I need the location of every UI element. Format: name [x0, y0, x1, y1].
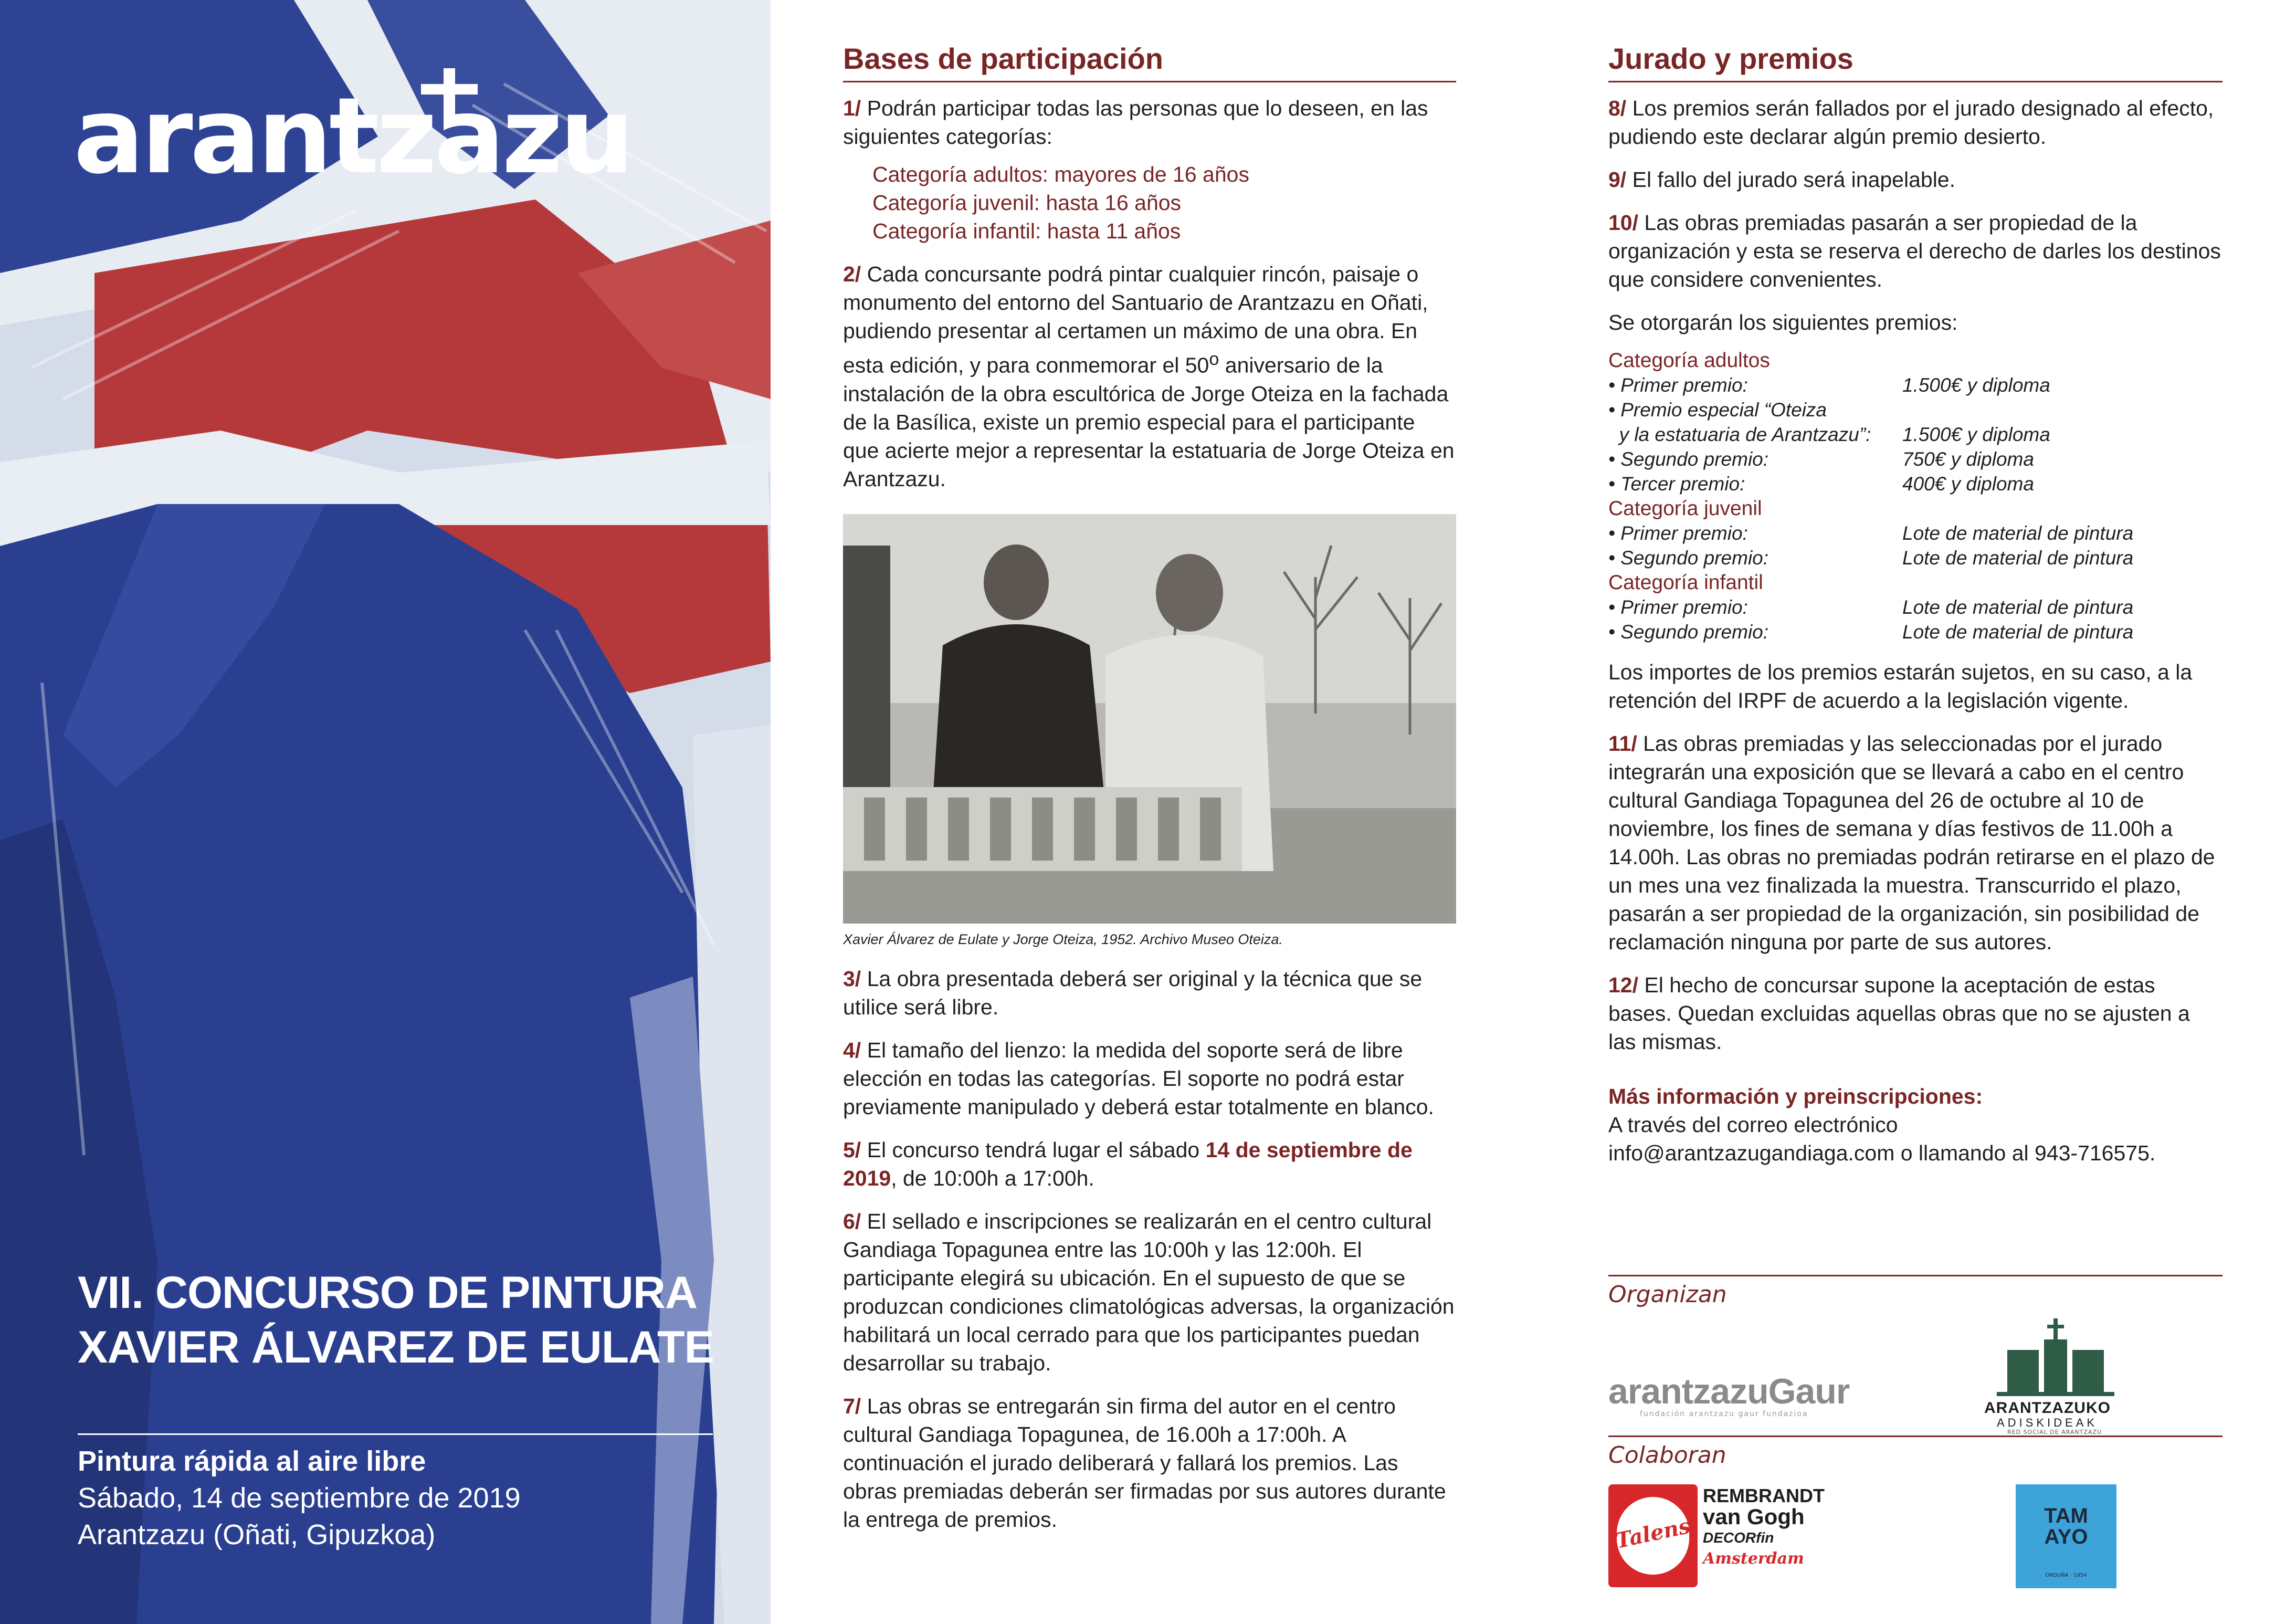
decorfin-text: DECORfin: [1703, 1529, 1774, 1546]
prize-label: • Segundo premio:: [1608, 547, 1769, 569]
prize-row: [1608, 397, 2223, 422]
rule-8: [1608, 94, 2223, 151]
rule-1: [843, 94, 1456, 151]
ordinal-superscript: o: [1209, 349, 1219, 369]
category-item: Categoría infantil: hasta 11 años: [872, 219, 1181, 243]
prize-row: [1608, 620, 2223, 644]
prize-label: • Premio especial “Oteiza: [1608, 399, 1827, 421]
prizes-intro: Se otorgarán los siguientes premios:: [1608, 310, 1958, 334]
vangogh-text: van Gogh: [1703, 1504, 1805, 1529]
prize-category-infantil: Categoría infantil: [1608, 571, 1763, 594]
rule-6: [843, 1207, 1456, 1377]
jurado-column: [1608, 42, 2223, 1167]
rule-11-text: Las obras premiadas y las seleccionadas por el jurado integrarán una exposición que se llevará a cabo en el centro cultural Gandiaga Topagunea del 26 de octubre al 10 de noviembre, los fines de semana y días festivos de 11.00h a 14.00h. Las obras no premiadas podrán retirarse en el plazo de un mes una vez finalizada la muestra. Transcurrido el plazo, pasarán a ser propiedad de la organización, sin posibilidad de reclamación ninguna por parte de sus autores.: [1608, 731, 2215, 954]
category-list: [872, 160, 1456, 245]
prize-row: [1608, 472, 2223, 496]
tax-note: Los importes de los premios estarán sujetos, en su caso, a la retención del IRPF de acuerdo a la legislación vigente.: [1608, 660, 2193, 713]
prize-value: 1.500€ y diploma: [1902, 374, 2050, 396]
rule-5-text-b: , de 10:00h a 17:00h.: [891, 1166, 1094, 1190]
prize-list: [1608, 348, 2223, 644]
prize-row: [1608, 422, 2223, 447]
organizer-logos: [1608, 1309, 2223, 1435]
rule-7-text: Las obras se entregarán sin firma del autor en el centro cultural Gandiaga Topagunea, de 16.00h a 17:00h. A continuación el jurado deliberará y fallará los premios. Las obras premiadas deberán ser firmadas por sus autores durante la entrega de premios.: [843, 1394, 1446, 1532]
cover-painting: [0, 0, 771, 1624]
adiskideak-subtitle: RED SOCIAL DE ARANTZAZU: [2007, 1429, 2102, 1436]
rule-11: [1608, 729, 2223, 956]
photo-image: [843, 514, 1456, 924]
organizan-section: [1608, 1275, 2223, 1435]
rule-3-number: 3/: [843, 966, 861, 991]
photo-caption: Xavier Álvarez de Eulate y Jorge Oteiza, 1952. Archivo Museo Oteiza.: [843, 931, 1283, 947]
prize-row: [1608, 546, 2223, 570]
tamayo-subtitle: ORDUÑA · 1954: [2045, 1573, 2087, 1578]
info-line-1: A través del correo electrónico: [1608, 1113, 1898, 1137]
rule-2: [843, 260, 1456, 493]
rule-3-text: La obra presentada deberá ser original y la técnica que se utilice será libre.: [843, 966, 1423, 1019]
prize-value: Lote de material de pintura: [1902, 547, 2134, 569]
prize-category-juvenil: Categoría juvenil: [1608, 497, 1762, 520]
prize-label: • Primer premio:: [1608, 374, 1748, 396]
prize-label: • Segundo premio:: [1608, 621, 1769, 643]
jurado-title: Jurado y premios: [1608, 42, 2223, 82]
prize-value: 750€ y diploma: [1902, 448, 2034, 470]
arantzazugaur-logo: arantzazuGaur: [1608, 1371, 1850, 1411]
adiskideak-text: ARANTZAZUKO: [1984, 1399, 2111, 1417]
rembrandt-text: REMBRANDT: [1703, 1485, 1825, 1506]
cover-divider: [78, 1433, 713, 1435]
title-line-2: XAVIER ÁLVAREZ DE EULATE: [78, 1322, 714, 1372]
contest-title: [78, 1265, 723, 1375]
prize-row: [1608, 447, 2223, 472]
rule-7: [843, 1392, 1456, 1534]
bases-column: [843, 42, 1456, 1548]
rule-10: [1608, 208, 2223, 294]
talens-text: Talens: [1613, 1513, 1693, 1554]
contest-subtitle: Pintura rápida al aire libre: [78, 1445, 426, 1477]
prize-label: • Primer premio:: [1608, 596, 1748, 618]
prize-row: [1608, 595, 2223, 620]
adiskideak-text-2: ADISKIDEAK: [1997, 1416, 2098, 1429]
category-item: Categoría adultos: mayores de 16 años: [872, 162, 1249, 186]
prize-row: [1608, 373, 2223, 397]
rembrandt-logo: [1703, 1485, 1825, 1569]
prize-label: • Primer premio:: [1608, 522, 1748, 544]
arantzazugaur-subtitle: fundación arantzazu gaur fundazioa: [1640, 1410, 1808, 1418]
bases-title: Bases de participación: [843, 42, 1456, 82]
contest-place: Arantzazu (Oñati, Gipuzkoa): [78, 1519, 436, 1550]
rule-8-number: 8/: [1608, 96, 1627, 120]
prize-label: y la estatuaria de Arantzazu”:: [1608, 424, 1871, 445]
rule-5-text-a: El concurso tendrá lugar el sábado: [861, 1137, 1206, 1162]
rule-12-text: El hecho de concursar supone la aceptación de estas bases. Quedan excluidas aquellas obras que no se ajusten a las mismas.: [1608, 973, 2190, 1054]
rule-1-text: Podrán participar todas las personas que lo deseen, en las siguientes categorías:: [843, 96, 1428, 149]
title-line-1: VII. CONCURSO DE PINTURA: [78, 1267, 698, 1318]
prize-value: Lote de material de pintura: [1902, 596, 2134, 618]
cover-panel: [0, 0, 771, 1624]
rule-4-text: El tamaño del lienzo: la medida del soporte será de libre elección en todas las categorías. El soporte no podrá estar previamente manipulado y deberá estar totalmente en blanco.: [843, 1038, 1434, 1119]
arantzazu-logo: [73, 63, 703, 197]
rule-9-text: El fallo del jurado será inapelable.: [1626, 167, 1955, 192]
rule-12: [1608, 971, 2223, 1056]
rule-4: [843, 1036, 1456, 1121]
contest-date: Sábado, 14 de septiembre de 2019: [78, 1482, 521, 1514]
rule-6-number: 6/: [843, 1209, 861, 1233]
rule-2-text-b: aniversario de la instalación de la obra escultórica de Jorge Oteiza en la fachada de la Basílica, existe un premio especial para el participante que acierte mejor a representar la estatuaria de Jorge Oteiza en Arantzazu.: [843, 353, 1455, 491]
tamayo-logo: [2016, 1484, 2116, 1588]
info-title: Más información y preinscripciones:: [1608, 1084, 1983, 1108]
rule-2-text-a: Cada concursante podrá pintar cualquier rincón, paisaje o monumento del entorno del Santuario de Arantzazu en Oñati, pudiendo presentar al certamen un máximo de una obra. En esta edición, y para conmemorar el 50: [843, 262, 1428, 378]
talens-logo: [1608, 1484, 1698, 1587]
rule-1-number: 1/: [843, 96, 861, 120]
rule-10-text: Las obras premiadas pasarán a ser propiedad de la organización y esta se reserva el derecho de darles los destinos que considere convenientes.: [1608, 211, 2221, 291]
rule-3: [843, 965, 1456, 1021]
rule-2-number: 2/: [843, 262, 861, 286]
rule-5-date: 14 de septiembre de 2019: [843, 1137, 1413, 1190]
rule-5-number: 5/: [843, 1137, 861, 1162]
amsterdam-text: Amsterdam: [1703, 1549, 1804, 1568]
rule-4-number: 4/: [843, 1038, 861, 1062]
rule-10-number: 10/: [1608, 211, 1638, 235]
colaboran-section: [1608, 1436, 2223, 1611]
rule-11-number: 11/: [1608, 731, 1637, 756]
rule-8-text: Los premios serán fallados por el jurado designado al efecto, pudiendo este declarar algún premio desierto.: [1608, 96, 2214, 149]
rule-9: [1608, 165, 2223, 194]
organizan-label: Organizan: [1608, 1275, 2223, 1309]
prize-value: 400€ y diploma: [1902, 473, 2034, 495]
rule-12-number: 12/: [1608, 973, 1638, 997]
prize-label: • Segundo premio:: [1608, 448, 1769, 470]
logo-text: arantzazu: [73, 75, 631, 197]
rule-6-text: El sellado e inscripciones se realizarán en el centro cultural Gandiaga Topagunea entre las 10:00h y las 12:00h. El participante elegirá su ubicación. En el supuesto de que se produzcan condiciones climatológicas adversas, la organización habilitará un local cerrado para que los participantes puedan desarrollar su trabajo.: [843, 1209, 1455, 1375]
prize-label: • Tercer premio:: [1608, 473, 1745, 495]
prize-category-adultos: Categoría adultos: [1608, 349, 1770, 372]
prize-value: Lote de material de pintura: [1902, 522, 2134, 544]
prize-value: Lote de material de pintura: [1902, 621, 2134, 643]
prize-value: 1.500€ y diploma: [1902, 424, 2050, 445]
rule-5: [843, 1136, 1456, 1192]
contest-details: [78, 1443, 723, 1553]
prize-row: [1608, 521, 2223, 546]
sponsor-logos: [1608, 1470, 2223, 1611]
colaboran-label: Colaboran: [1608, 1436, 2223, 1470]
rule-7-number: 7/: [843, 1394, 861, 1418]
tamayo-text: TAMAYO: [2044, 1504, 2088, 1548]
historic-photo: [843, 514, 1456, 924]
contact-email-phone: info@arantzazugandiaga.com o llamando al 943-716575.: [1608, 1141, 2156, 1165]
rule-9-number: 9/: [1608, 167, 1627, 192]
category-item: Categoría juvenil: hasta 16 años: [872, 191, 1182, 215]
adiskideak-building-icon: [1997, 1318, 2123, 1397]
